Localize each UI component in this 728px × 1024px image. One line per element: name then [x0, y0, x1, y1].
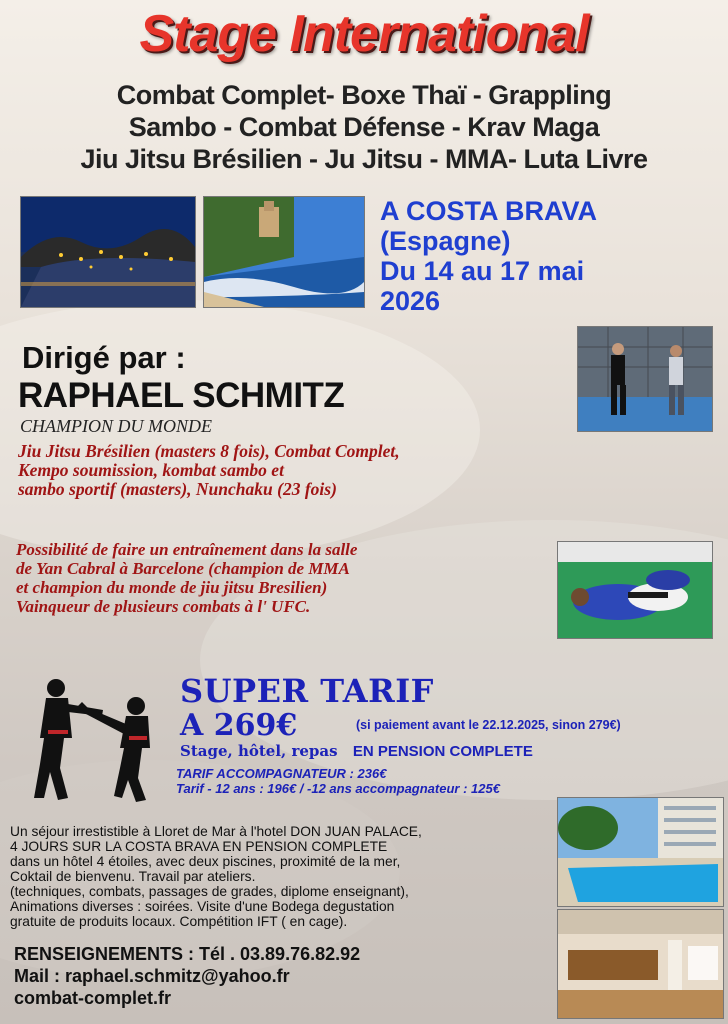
super-tarif-headline: SUPER TARIF	[180, 672, 434, 710]
location-line-1: A COSTA BRAVA	[380, 196, 597, 226]
description	[10, 824, 570, 929]
disciplines-line-2: Sambo - Combat Défense - Krav Maga	[128, 112, 600, 142]
director-label: Dirigé par :	[22, 340, 186, 375]
price: A 269€	[180, 708, 298, 743]
tarif-accompagnateur: TARIF ACCOMPAGNATEUR : 236€	[176, 766, 387, 781]
director-titles-line-2: Kempo soumission, kombat sambo et	[18, 460, 284, 480]
location-year: 2026	[380, 286, 441, 316]
location-dates: Du 14 au 17 mai	[380, 256, 585, 286]
director-titles-line-3: sambo sportif (masters), Nunchaku (23 fois)	[18, 479, 337, 499]
barcelona-block	[16, 540, 556, 616]
pension-complete: EN PENSION COMPLETE	[352, 743, 533, 760]
tarif-children: Tarif - 12 ans : 196€ / -12 ans accompagnateur : 125€	[176, 781, 500, 796]
barcelona-line-1: Possibilité de faire un entraînement dans la salle	[16, 540, 358, 559]
description-line: dans un hôtel 4 étoiles, avec deux piscines, proximité de la mer,	[10, 854, 401, 869]
director-title: CHAMPION DU MONDE	[20, 416, 212, 436]
director-titles	[18, 442, 578, 499]
photo-hotel-lobby	[557, 909, 724, 1019]
price-note: (si paiement avant le 22.12.2025, sinon 279€)	[356, 718, 621, 732]
disciplines-line-3: Jiu Jitsu Brésilien - Ju Jitsu - MMA- Luta Livre	[80, 144, 648, 174]
description-line: Coktail de bienvenu. Travail par ateliers.	[10, 869, 256, 884]
director-titles-line-1: Jiu Jitsu Brésilien (masters 8 fois), Combat Complet,	[18, 441, 400, 461]
director-name: RAPHAEL SCHMITZ	[18, 376, 345, 415]
description-line: Animations diverses : soirées. Visite d'une Bodega degustation	[10, 899, 395, 914]
contact-website[interactable]: combat-complet.fr	[14, 988, 172, 1008]
description-line: gratuite de produits locaux. Compétition IFT ( en cage).	[10, 914, 348, 929]
photo-jiu-jitsu	[557, 541, 713, 639]
barcelona-line-3: et champion du monde de jiu jitsu Bresilien)	[16, 578, 328, 597]
contact-phone: RENSEIGNEMENTS : Tél . 03.89.76.82.92	[14, 944, 361, 964]
fighters-illustration	[8, 668, 176, 804]
description-line: Un séjour irrestistible à Lloret de Mar à l'hotel DON JUAN PALACE,	[10, 824, 422, 839]
location-block	[380, 196, 720, 316]
photo-costa-beach	[203, 196, 365, 308]
photo-hotel-pool	[557, 797, 724, 907]
page-title: Stage International	[139, 5, 589, 63]
description-line: (techniques, combats, passages de grades, diplome enseignant),	[10, 884, 409, 899]
contact-mail[interactable]: Mail : raphael.schmitz@yahoo.fr	[14, 966, 290, 986]
photo-costa-night	[20, 196, 196, 308]
location-line-2: (Espagne)	[380, 226, 511, 256]
disciplines-line-1: Combat Complet- Boxe Thaï - Grappling	[116, 80, 612, 110]
includes-text: Stage, hôtel, repas	[180, 742, 338, 760]
includes-line	[180, 742, 533, 760]
photo-training-cage	[577, 326, 713, 432]
barcelona-line-2: de Yan Cabral à Barcelone (champion de MMA	[16, 559, 350, 578]
description-line: 4 JOURS SUR LA COSTA BRAVA EN PENSION COMPLETE	[10, 839, 388, 854]
barcelona-line-4: Vainqueur de plusieurs combats à l' UFC.	[16, 597, 311, 616]
